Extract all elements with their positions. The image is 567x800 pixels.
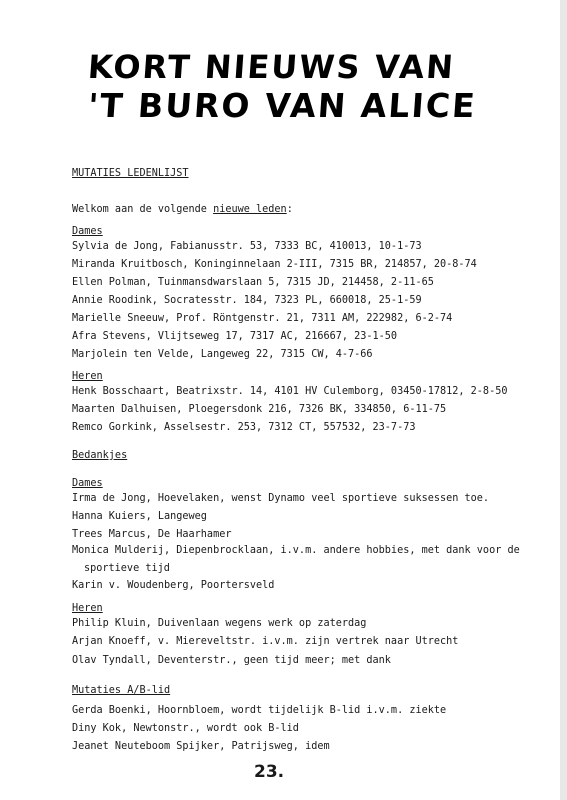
bedankjes-heren-row: Arjan Knoeff, v. Miereveltstr. i.v.m. zijn vertrek naar Utrecht xyxy=(72,636,459,647)
bedankjes-dames-heading: Dames xyxy=(72,478,103,489)
mutaties-ab-row: Diny Kok, Newtonstr., wordt ook B-lid xyxy=(72,723,299,734)
new-dames-row: Sylvia de Jong, Fabianusstr. 53, 7333 BC, 410013, 10-1-73 xyxy=(72,241,422,252)
new-dames-row: Annie Roodink, Socratesstr. 184, 7323 PL, 660018, 25-1-59 xyxy=(72,295,422,306)
title-line-2: 'T BURO VAN ALICE xyxy=(86,86,478,125)
new-heren-row: Remco Gorkink, Asselsestr. 253, 7312 CT, 557532, 23-7-73 xyxy=(72,422,416,433)
mutaties-ab-heading: Mutaties A/B-lid xyxy=(72,685,171,696)
bedankjes-heren-heading: Heren xyxy=(72,603,103,614)
bedankjes-heren-row: Olav Tyndall, Deventerstr., geen tijd meer; met dank xyxy=(72,655,391,666)
new-dames-row: Marjolein ten Velde, Langeweg 22, 7315 CW, 4-7-66 xyxy=(72,349,373,360)
title-line-1: KORT NIEUWS VAN xyxy=(86,48,457,86)
bedankjes-heading: Bedankjes xyxy=(72,450,128,461)
section-title: MUTATIES LEDENLIJST xyxy=(72,168,189,179)
bedankjes-dames-row-cont: sportieve tijd xyxy=(84,563,170,574)
new-heren-row: Henk Bosschaart, Beatrixstr. 14, 4101 HV Culemborg, 03450-17812, 2-8-50 xyxy=(72,386,508,397)
welcome-suffix: : xyxy=(286,204,293,215)
bedankjes-dames-row: Hanna Kuiers, Langeweg xyxy=(72,511,207,522)
welcome-text xyxy=(72,204,293,216)
page-number: 23. xyxy=(254,762,285,782)
mutaties-ab-row: Jeanet Neuteboom Spijker, Patrijsweg, idem xyxy=(72,741,330,752)
bedankjes-heren-row: Philip Kluin, Duivenlaan wegens werk op zaterdag xyxy=(72,618,367,629)
welcome-emph: nieuwe leden xyxy=(213,204,287,215)
bedankjes-dames-row: Trees Marcus, De Haarhamer xyxy=(72,529,232,540)
new-dames-row: Afra Stevens, Vlijtseweg 17, 7317 AC, 216667, 23-1-50 xyxy=(72,331,398,342)
new-heren-heading: Heren xyxy=(72,371,103,382)
bedankjes-dames-row: Karin v. Woudenberg, Poortersveld xyxy=(72,580,275,591)
mutaties-ab-row: Gerda Boenki, Hoornbloem, wordt tijdelijk B-lid i.v.m. ziekte xyxy=(72,705,447,716)
new-heren-row: Maarten Dalhuisen, Ploegersdonk 216, 7326 BK, 334850, 6-11-75 xyxy=(72,404,447,415)
bedankjes-dames-row: Monica Mulderij, Diepenbrocklaan, i.v.m. andere hobbies, met dank voor de xyxy=(72,545,520,556)
bedankjes-dames-row: Irma de Jong, Hoevelaken, wenst Dynamo veel sportieve suksessen toe. xyxy=(72,493,490,504)
welcome-prefix: Welkom aan de volgende xyxy=(72,204,214,215)
new-dames-row: Ellen Polman, Tuinmansdwarslaan 5, 7315 JD, 214458, 2-11-65 xyxy=(72,277,434,288)
new-dames-row: Miranda Kruitbosch, Koninginnelaan 2-III, 7315 BR, 214857, 20-8-74 xyxy=(72,259,477,270)
scan-edge xyxy=(560,0,567,800)
new-dames-row: Marielle Sneeuw, Prof. Röntgenstr. 21, 7311 AM, 222982, 6-2-74 xyxy=(72,313,453,324)
new-dames-heading: Dames xyxy=(72,226,103,237)
